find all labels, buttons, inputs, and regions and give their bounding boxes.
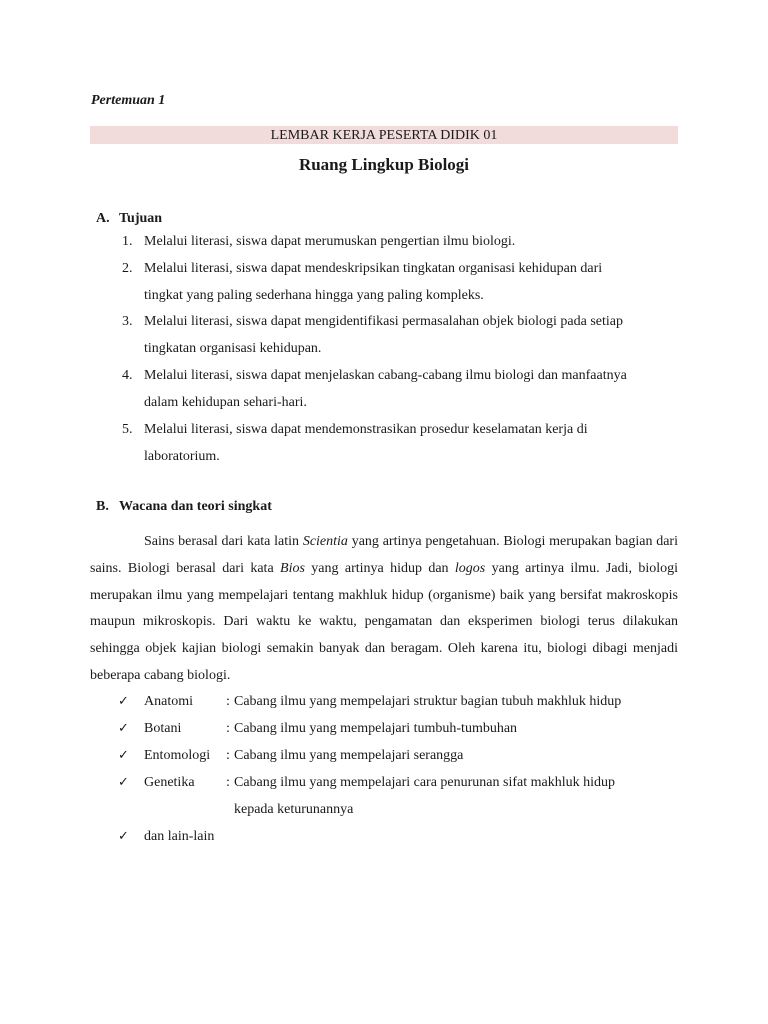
intro-paragraph (90, 529, 678, 690)
checkmark-icon: ✓ (118, 748, 129, 763)
objective-item (122, 362, 682, 416)
objective-line: Melalui literasi, siswa dapat mendemonstrasikan prosedur keselamatan kerja di (144, 422, 588, 437)
objective-number: 1. (122, 234, 133, 249)
objective-item (122, 228, 682, 255)
checkmark-icon: ✓ (118, 694, 129, 709)
objective-line: tingkatan organisasi kehidupan. (144, 341, 322, 356)
section-a-heading (96, 211, 162, 227)
branch-etc: dan lain-lain (144, 829, 215, 844)
section-a-title: Tujuan (119, 211, 163, 226)
objective-line: Melalui literasi, siswa dapat mendeskripsikan tingkatan organisasi kehidupan dari (144, 261, 603, 276)
objective-line: Melalui literasi, siswa dapat menjelaskan cabang-cabang ilmu biologi dan manfaatnya (144, 368, 627, 383)
objective-line: dalam kehidupan sehari-hari. (144, 395, 307, 410)
paragraph-text: yang artinya ilmu. Jadi, biologi merupakan ilmu yang mempelajari tentang makhluk hidup (organisme) baik yang bersifat makroskopis maupun mikroskopis. Dari waktu ke waktu, pengamatan dan eksperimen biologi terus dilakukan sehingga objek kajian biologi semakin banyak dan beragam. Oleh karena itu, biologi dibagi menjadi beberapa cabang biologi. (90, 560, 679, 683)
paragraph-text: yang artinya hidup dan (304, 560, 455, 576)
branch-definition-text: Cabang ilmu yang mempelajari serangga (234, 748, 464, 763)
branch-definition (226, 743, 666, 770)
section-a-letter: A. (96, 211, 110, 226)
branch-definition-text: Cabang ilmu yang mempelajari cara penurunan sifat makhluk hidup (234, 775, 615, 790)
branch-item (118, 824, 678, 851)
checkmark-icon: ✓ (118, 775, 129, 790)
objective-line: tingkat yang paling sederhana hingga yang paling kompleks. (144, 288, 484, 303)
section-b-heading (96, 499, 272, 515)
worksheet-title: LEMBAR KERJA PESERTA DIDIK 01 (270, 128, 498, 143)
term-scientia: Scientia (302, 534, 348, 549)
colon: : (226, 721, 230, 736)
paragraph-text: yang artinya pengetahuan. Biologi merupakan bagian dari sains. Biologi berasal dari kata (90, 534, 678, 576)
objective-number: 3. (122, 314, 133, 329)
section-b-letter: B. (96, 499, 109, 514)
objective-item (122, 308, 682, 362)
branch-name: Genetika (144, 775, 195, 790)
branch-definition (226, 716, 666, 743)
term-bios: Bios (280, 560, 305, 576)
colon: : (226, 748, 230, 763)
branch-name: Botani (144, 721, 182, 736)
objective-item (122, 255, 682, 309)
colon: : (226, 694, 230, 709)
branch-name: Entomologi (144, 748, 211, 763)
objective-number: 4. (122, 368, 133, 383)
checkmark-icon: ✓ (118, 721, 129, 736)
objective-line: Melalui literasi, siswa dapat merumuskan pengertian ilmu biologi. (144, 234, 516, 249)
objective-number: 5. (122, 422, 133, 437)
branch-name: Anatomi (144, 694, 193, 709)
term-logos: logos (454, 560, 486, 576)
checkmark-icon: ✓ (118, 829, 129, 844)
branch-definition-text: Cabang ilmu yang mempelajari tumbuh-tumbuhan (234, 721, 518, 736)
objective-number: 2. (122, 261, 133, 276)
objective-line: Melalui literasi, siswa dapat mengidentifikasi permasalahan objek biologi pada setiap (144, 314, 623, 329)
section-b-title: Wacana dan teori singkat (119, 499, 272, 514)
branch-item (118, 770, 678, 824)
paragraph-text: Sains berasal dari kata latin (144, 534, 303, 549)
branch-item (118, 716, 678, 743)
objective-line: laboratorium. (144, 449, 220, 464)
objective-item (122, 416, 682, 470)
colon: : (226, 775, 230, 790)
branch-item (118, 689, 678, 716)
branch-item (118, 743, 678, 770)
meeting-label: Pertemuan 1 (91, 93, 166, 108)
branch-definition-text: Cabang ilmu yang mempelajari struktur bagian tubuh makhluk hidup (234, 694, 622, 709)
branch-definition (226, 770, 666, 824)
branch-definition (226, 689, 666, 716)
branch-definition-text: kepada keturunannya (234, 801, 354, 817)
document-title: Ruang Lingkup Biologi (298, 155, 470, 174)
